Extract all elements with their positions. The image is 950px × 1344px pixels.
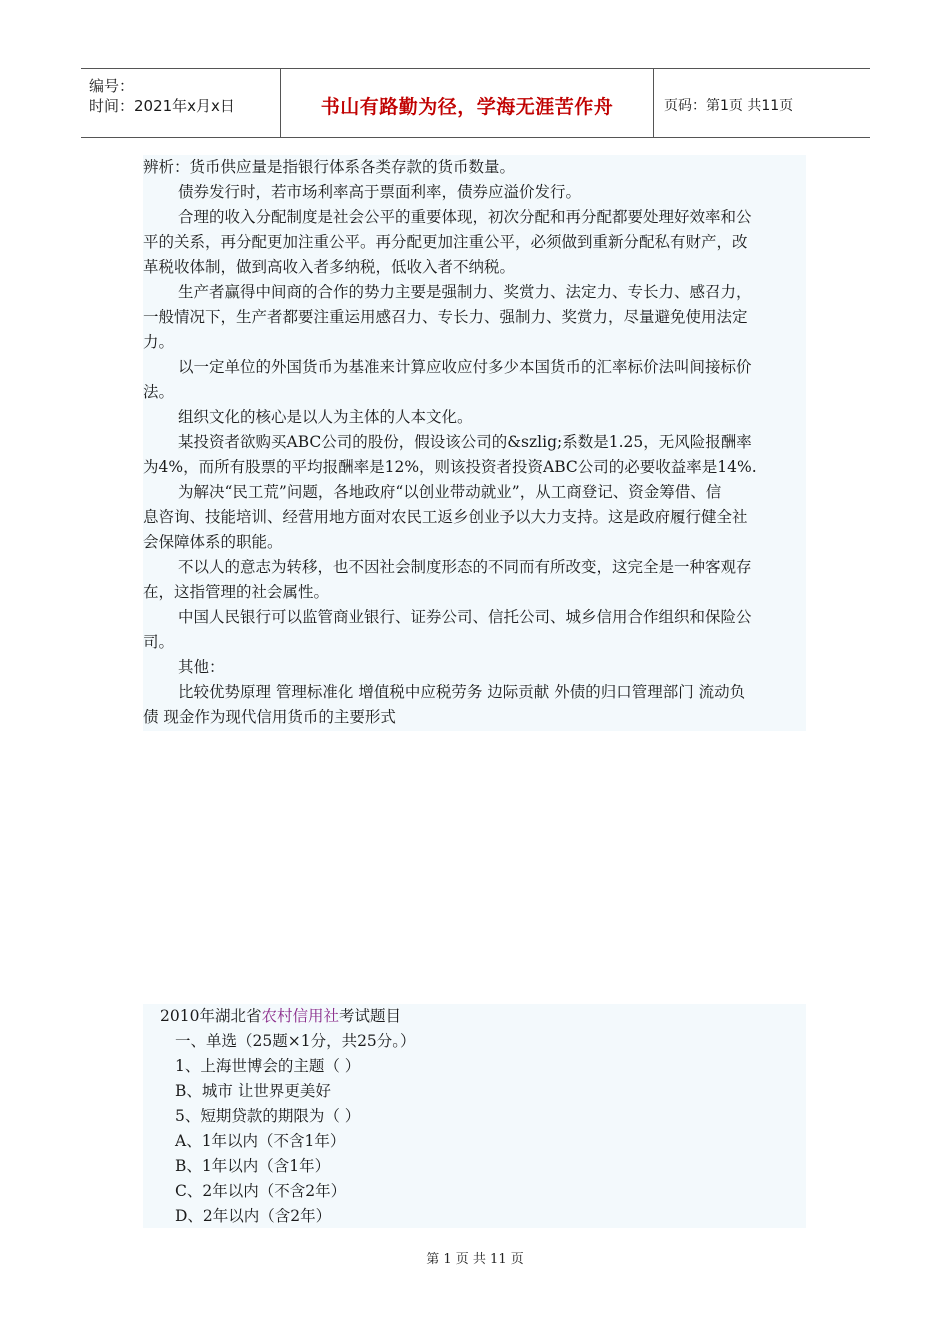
text-line: 平的关系，再分配更加注重公平。再分配更加注重公平，必须做到重新分配私有财产，改 [143, 233, 748, 251]
number-label: 编号： [89, 77, 135, 95]
text-line: 中国人民银行可以监管商业银行、证券公司、信托公司、城乡信用合作组织和保险公 [178, 608, 752, 626]
content-block-exam [143, 1004, 806, 1228]
header-meta-cell [81, 69, 281, 137]
text-line: 以一定单位的外国货币为基准来计算应收应付多少本国货币的汇率标价法叫间接标价 [178, 358, 752, 376]
header-motto-cell [281, 69, 654, 137]
text-line: 债券发行时，若市场利率高于票面利率，债券应溢价发行。 [178, 183, 582, 201]
text-line: 债 现金作为现代信用货币的主要形式 [143, 708, 396, 726]
answer-line: B、城市 让世界更美好 [175, 1082, 331, 1100]
text-line: 为解决“民工荒”问题，各地政府“以创业带动就业”，从工商登记、资金筹借、信 [178, 483, 722, 501]
question-line: 5、短期贷款的期限为（ ） [175, 1107, 361, 1125]
text-line: 法。 [143, 383, 175, 401]
text-line: 在，这指管理的社会属性。 [143, 583, 330, 601]
text-line: 一般情况下，生产者都要注重运用感召力、专长力、强制力、奖赏力，尽量避免使用法定 [143, 308, 748, 326]
header-page-cell [654, 69, 870, 137]
text-line: 某投资者欲购买ABC公司的股份，假设该公司的&szlig;系数是1.25，无风险报酬率 [178, 433, 752, 451]
text-line: 力。 [143, 333, 175, 351]
exam-title-prefix: 2010年湖北省 [160, 1007, 262, 1025]
option-line: D、2年以内（含2年） [175, 1207, 332, 1225]
content-block-analysis [143, 155, 806, 731]
page-header [81, 68, 870, 138]
text-line: 合理的收入分配制度是社会公平的重要体现，初次分配和再分配都要处理好效率和公 [178, 208, 752, 226]
text-line: 司。 [143, 633, 175, 651]
question-line: 1、上海世博会的主题（ ） [175, 1057, 361, 1075]
text-line: 为4%，而所有股票的平均报酬率是12%，则该投资者投资ABC公司的必要收益率是14%. [143, 458, 757, 476]
text-line: 组织文化的核心是以人为主体的人本文化。 [178, 408, 473, 426]
motto: 书山有路勤为径，学海无涯苦作舟 [320, 96, 614, 118]
page-info: 页码：第1页 共11页 [664, 98, 794, 114]
page-footer: 第 1 页 共 11 页 [426, 1252, 524, 1267]
text-line: 革税收体制，做到高收入者多纳税，低收入者不纳税。 [143, 258, 516, 276]
text-line: 生产者赢得中间商的合作的势力主要是强制力、奖赏力、法定力、专长力、感召力， [178, 283, 752, 301]
time-label: 时间：2021年x月x日 [89, 97, 235, 115]
text-line: 不以人的意志为转移，也不因社会制度形态的不同而有所改变，这完全是一种客观存 [178, 558, 752, 576]
exam-title-link[interactable]: 农村信用社 [261, 1007, 339, 1025]
exam-title [160, 1004, 806, 1029]
option-line: A、1年以内（不含1年） [175, 1132, 346, 1150]
exam-title-suffix: 考试题目 [338, 1007, 401, 1025]
question-line: 一、单选（25题×1分，共25分。） [175, 1032, 416, 1050]
text-line: 辨析：货币供应量是指银行体系各类存款的货币数量。 [143, 158, 516, 176]
option-line: C、2年以内（不含2年） [175, 1182, 347, 1200]
text-line: 比较优势原理 管理标准化 增值税中应税劳务 边际贡献 外债的归口管理部门 流动负 [178, 683, 746, 701]
text-line: 息咨询、技能培训、经营用地方面对农民工返乡创业予以大力支持。这是政府履行健全社 [143, 508, 748, 526]
text-line: 会保障体系的职能。 [143, 533, 283, 551]
text-line: 其他： [178, 658, 225, 676]
option-line: B、1年以内（含1年） [175, 1157, 331, 1175]
